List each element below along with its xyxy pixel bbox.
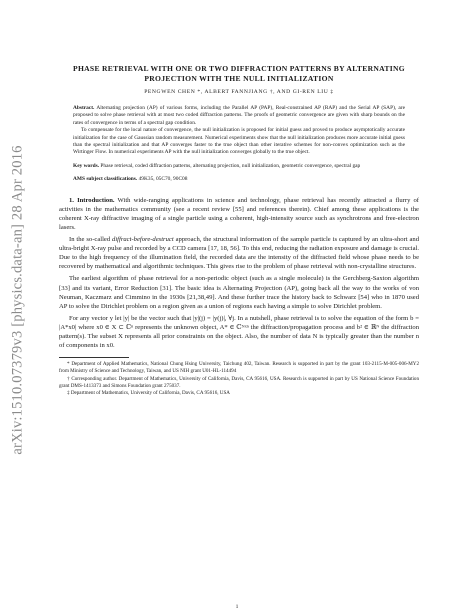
page-number: 1 — [235, 604, 239, 610]
footnotes — [59, 361, 419, 397]
intro-text-2a: In the so-called — [69, 236, 113, 244]
keywords-label: Key words. — [73, 162, 100, 169]
abstract-label: Abstract. — [73, 105, 95, 111]
intro-paragraph-3: The earliest algorithm of phase retrieval for a non-periodic object (such as a single molecule) is the Gerchberg-Saxton algorithm [33] and its variant, Error Reduction [31]. The basic idea is Alternating Projection (AP), going back all the way to the works of von Neuman, Kaczmarz and Cimmino in the 1930s [21,38,49]. And these further trace the history back to Schwarz [54] who in 1870 used AP to solve the Dirichlet problem on a region given as a union of regions each having a simple to solve Dirichlet problem. — [59, 275, 419, 310]
emphasis-term: diffract-before-destruct — [112, 236, 174, 244]
footnote-2: † Corresponding author. Department of Mathematics, University of California, Davis, CA 95616, USA. Research is supported in part by US National Science Foundation grant DMS-1413373 and Simons Foundation grant 275037. — [59, 375, 419, 389]
abstract-text-1: Alternating projection (AP) of various forms, including the Parallel AP (PAP), Real-constrained AP (RAP) and the Serial AP (SAP), are proposed to solve phase retrieval with at most two coded diffraction patterns. The proofs of geometric convergence are given with sharp bounds on the rates of convergence in terms of a spectral gap condition. — [73, 105, 405, 126]
intro-text-1: With wide-ranging applications in science and technology, phase retrieval has recently attracted a flurry of activities in the mathematics community (see a recent review [55] and references therein). Chief among these applications is the coherent X-ray diffractive imaging of a single particle using a coherent, high-intensity source such as synchrotrons and free-electron lasers. — [59, 196, 419, 231]
footnote-3: ‡ Department of Mathematics, University of California, Davis, CA 95616, USA — [67, 390, 230, 397]
intro-paragraph-4: For any vector y let |y| be the vector such that |y|(j) = |y(j)|, ∀j. In a nutshell, phase retrieval is to solve the equation of the form b = |A*x0| where x0 ∈ X ⊂ ℂⁿ represents the unknown object, A* ∈ ℂᴺˣⁿ the diffraction/propagation process and b² ∈ ℝᴺ the diffraction pattern(s). The subset X represents all prior constraints on the object. Also, the number of data N is typically greater than the number n of components in x0. — [59, 314, 419, 350]
arxiv-stamp — [9, 145, 27, 455]
abstract-paragraph-1 — [73, 105, 405, 127]
ams-text: 49K35, 05C70, 90C08 — [138, 176, 188, 183]
section-heading: 1. Introduction. — [69, 196, 115, 204]
arxiv-stamp-text: arXiv:1510.07379v3 [physics.data-an] 28 Apr 2016 — [9, 145, 26, 455]
keywords-text: Phase retrieval, coded diffraction patterns, alternating projection, null initialization, geometric convergence, spectral gap — [100, 162, 361, 169]
ams-classifications — [73, 176, 405, 183]
introduction-section — [59, 196, 419, 351]
keywords — [73, 163, 405, 170]
author-line: PENGWEN CHEN *, ALBERT FANNJIANG †, AND GI-REN LIU ‡ — [144, 89, 334, 95]
intro-paragraph-1 — [59, 196, 419, 232]
abstract-paragraph-2: To compensate for the local nature of convergence, the null initialization is proposed for initial guess and proved to produce asymptotically accurate initialization for the case of Gaussian random measurement. Numerical experiments show that the null initialization produces more accurate initial guess than the spectral initialization and that AP converges faster to the true object than other iterative schemes for non-convex optimization such as the Wirtinger Flow. In numerical experiments AP with the null initialization converges globally to the true object. — [73, 127, 405, 156]
intro-text-2b: approach, the structural information of the sample particle is captured by an ultra-short and ultra-bright X-ray pulse and recorded by a CCD camera [17, 18, 56]. To this end, reducing the radiation exposure and damage is crucial. Due to the high frequency of the illumination field, the recorded data are the intensity of the diffracted field whose phase needs to be recovered by mathematical and algorithmic techniques. This gives rise to the problem of phase retrieval with non-crystalline structures. — [59, 236, 419, 271]
intro-paragraph-2 — [59, 235, 419, 271]
paper-title: PHASE RETRIEVAL WITH ONE OR TWO DIFFRACTION PATTERNS BY ALTERNATING PROJECTION WITH THE NULL INITIALIZATION — [73, 64, 405, 83]
footnote-1: * Department of Applied Mathematics, National Chung Hsing University, Taichung 402, Taiwan. Research is supported in part by the grant 103-2115-M-005-006-MY2 from Ministry of Science and Technology, Taiwan, and US NIH grant U01-HL-114494 — [59, 361, 419, 374]
ams-label: AMS subject classifications. — [73, 176, 138, 183]
footnote-rule — [59, 357, 129, 358]
abstract — [73, 105, 405, 157]
paper-page — [59, 64, 419, 398]
